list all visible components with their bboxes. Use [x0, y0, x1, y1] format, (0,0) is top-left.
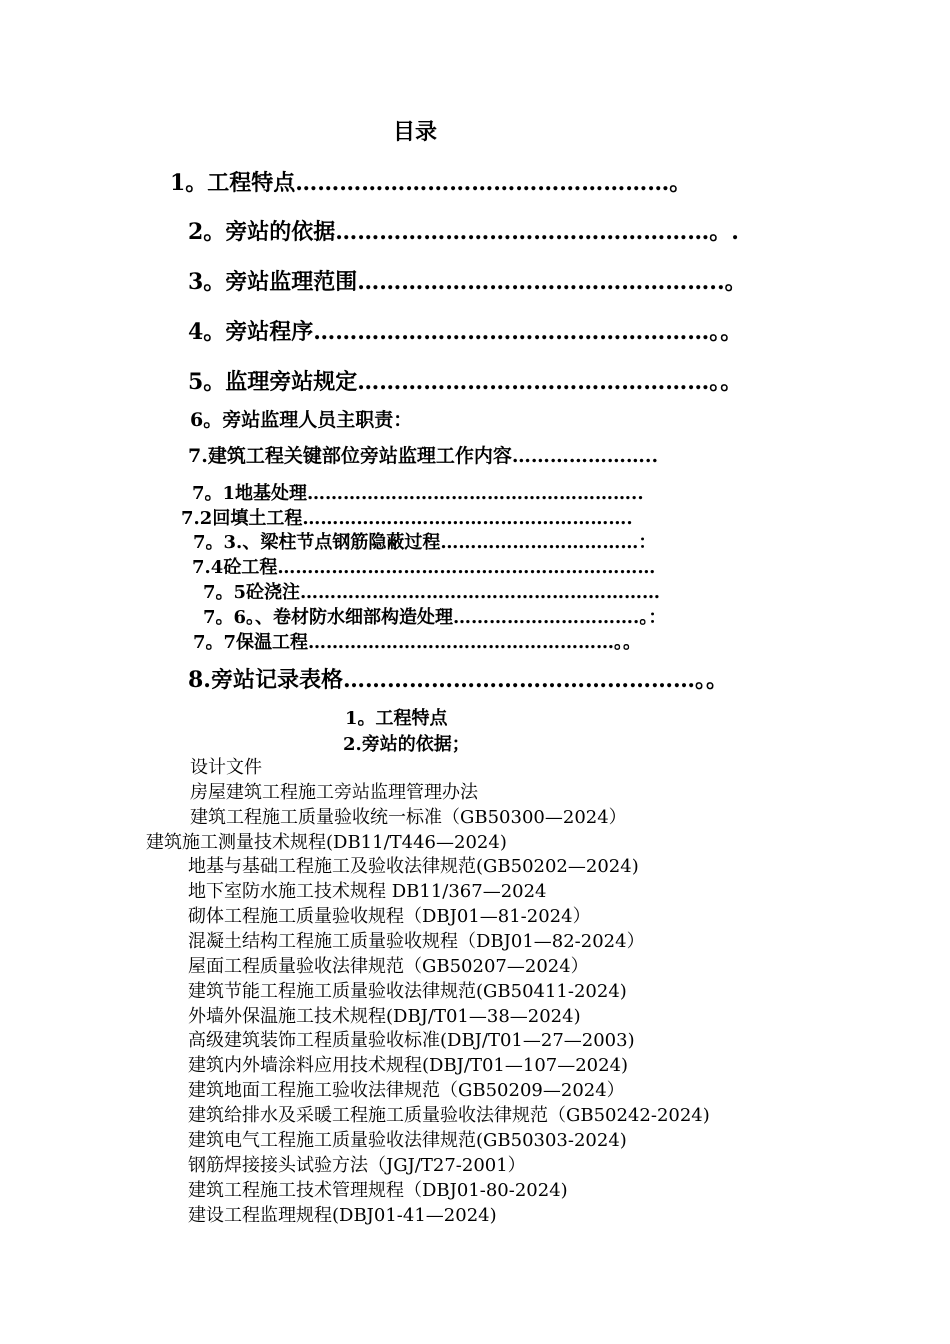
toc-entry: 7.建筑工程关键部位旁站监理工作内容…………………..: [188, 445, 659, 467]
page-title: 目录: [393, 119, 438, 145]
basis-item: 设计文件: [190, 757, 262, 778]
basis-item: 混凝土结构工程施工质量验收规程（DBJ01—82-2024）: [188, 931, 645, 952]
basis-item: 建筑给排水及采暖工程施工质量验收法律规范（GB50242-2024): [188, 1105, 710, 1126]
basis-item: 钢筋焊接接头试验方法（JGJ/T27-2001）: [188, 1155, 526, 1176]
toc-entry: 3。旁站监理范围…………………………………………..。: [188, 269, 747, 295]
toc-entry: 4。旁站程序………………………………………………。。: [188, 319, 743, 345]
basis-item: 建筑内外墙涂料应用技术规程(DBJ/T01—107—2024): [188, 1055, 629, 1076]
basis-item: 建筑工程施工技术管理规程（DBJ01-80-2024): [188, 1180, 568, 1201]
toc-entry: 5。监理旁站规定…………………………………………。。: [188, 369, 743, 395]
toc-entry: 7.4砼工程………………………………………………………: [192, 557, 656, 578]
toc-entry: 7.2回填土工程……………………………………………….: [181, 508, 633, 529]
basis-item: 建筑施工测量技术规程(DB11/T446—2024): [146, 832, 507, 853]
toc-entry: 8.旁站记录表格…………………………………………。。: [188, 667, 728, 693]
basis-item: 砌体工程施工质量验收规程（DBJ01—81-2024）: [188, 906, 591, 927]
toc-entry: 7。3.、梁柱节点钢筋隐蔽过程……………………………：: [193, 532, 657, 553]
toc-entry: 7。7保温工程……………………………………………。。: [193, 632, 642, 653]
toc-entry: 1。工程特点……………………………………………。: [170, 170, 692, 196]
toc-entry: 7。6。、卷材防水细部构造处理………………………….。：: [203, 607, 667, 628]
basis-item: 房屋建筑工程施工旁站监理管理办法: [190, 782, 478, 803]
toc-entry: 7。5砼浇注……………………………………………………: [203, 582, 661, 603]
toc-entry: 2。旁站的依据……………………………………………。.: [188, 219, 739, 245]
section-heading: 2.旁站的依据；: [343, 734, 470, 755]
basis-item: 建设工程监理规程(DBJ01-41—2024): [188, 1205, 497, 1226]
basis-item: 建筑工程施工质量验收统一标准（GB50300—2024）: [190, 807, 627, 828]
basis-item: 建筑地面工程施工验收法律规范（GB50209—2024）: [188, 1080, 625, 1101]
basis-item: 屋面工程质量验收法律规范（GB50207—2024）: [188, 956, 589, 977]
basis-item: 外墙外保温施工技术规程(DBJ/T01—38—2024): [188, 1006, 581, 1027]
toc-entry: 6。旁站监理人员主职责：: [190, 409, 413, 431]
basis-item: 高级建筑装饰工程质量验收标准(DBJ/T01—27—2003): [188, 1030, 635, 1051]
basis-item: 地基与基础工程施工及验收法律规范(GB50202—2024): [188, 856, 639, 877]
toc-entry: 7。1地基处理………………………………………………..: [192, 483, 644, 504]
basis-item: 建筑电气工程施工质量验收法律规范(GB50303-2024): [188, 1130, 627, 1151]
basis-item: 建筑节能工程施工质量验收法律规范(GB50411-2024): [188, 981, 627, 1002]
section-heading: 1。工程特点: [345, 708, 448, 729]
basis-item: 地下室防水施工技术规程 DB11/367—2024: [188, 881, 547, 902]
